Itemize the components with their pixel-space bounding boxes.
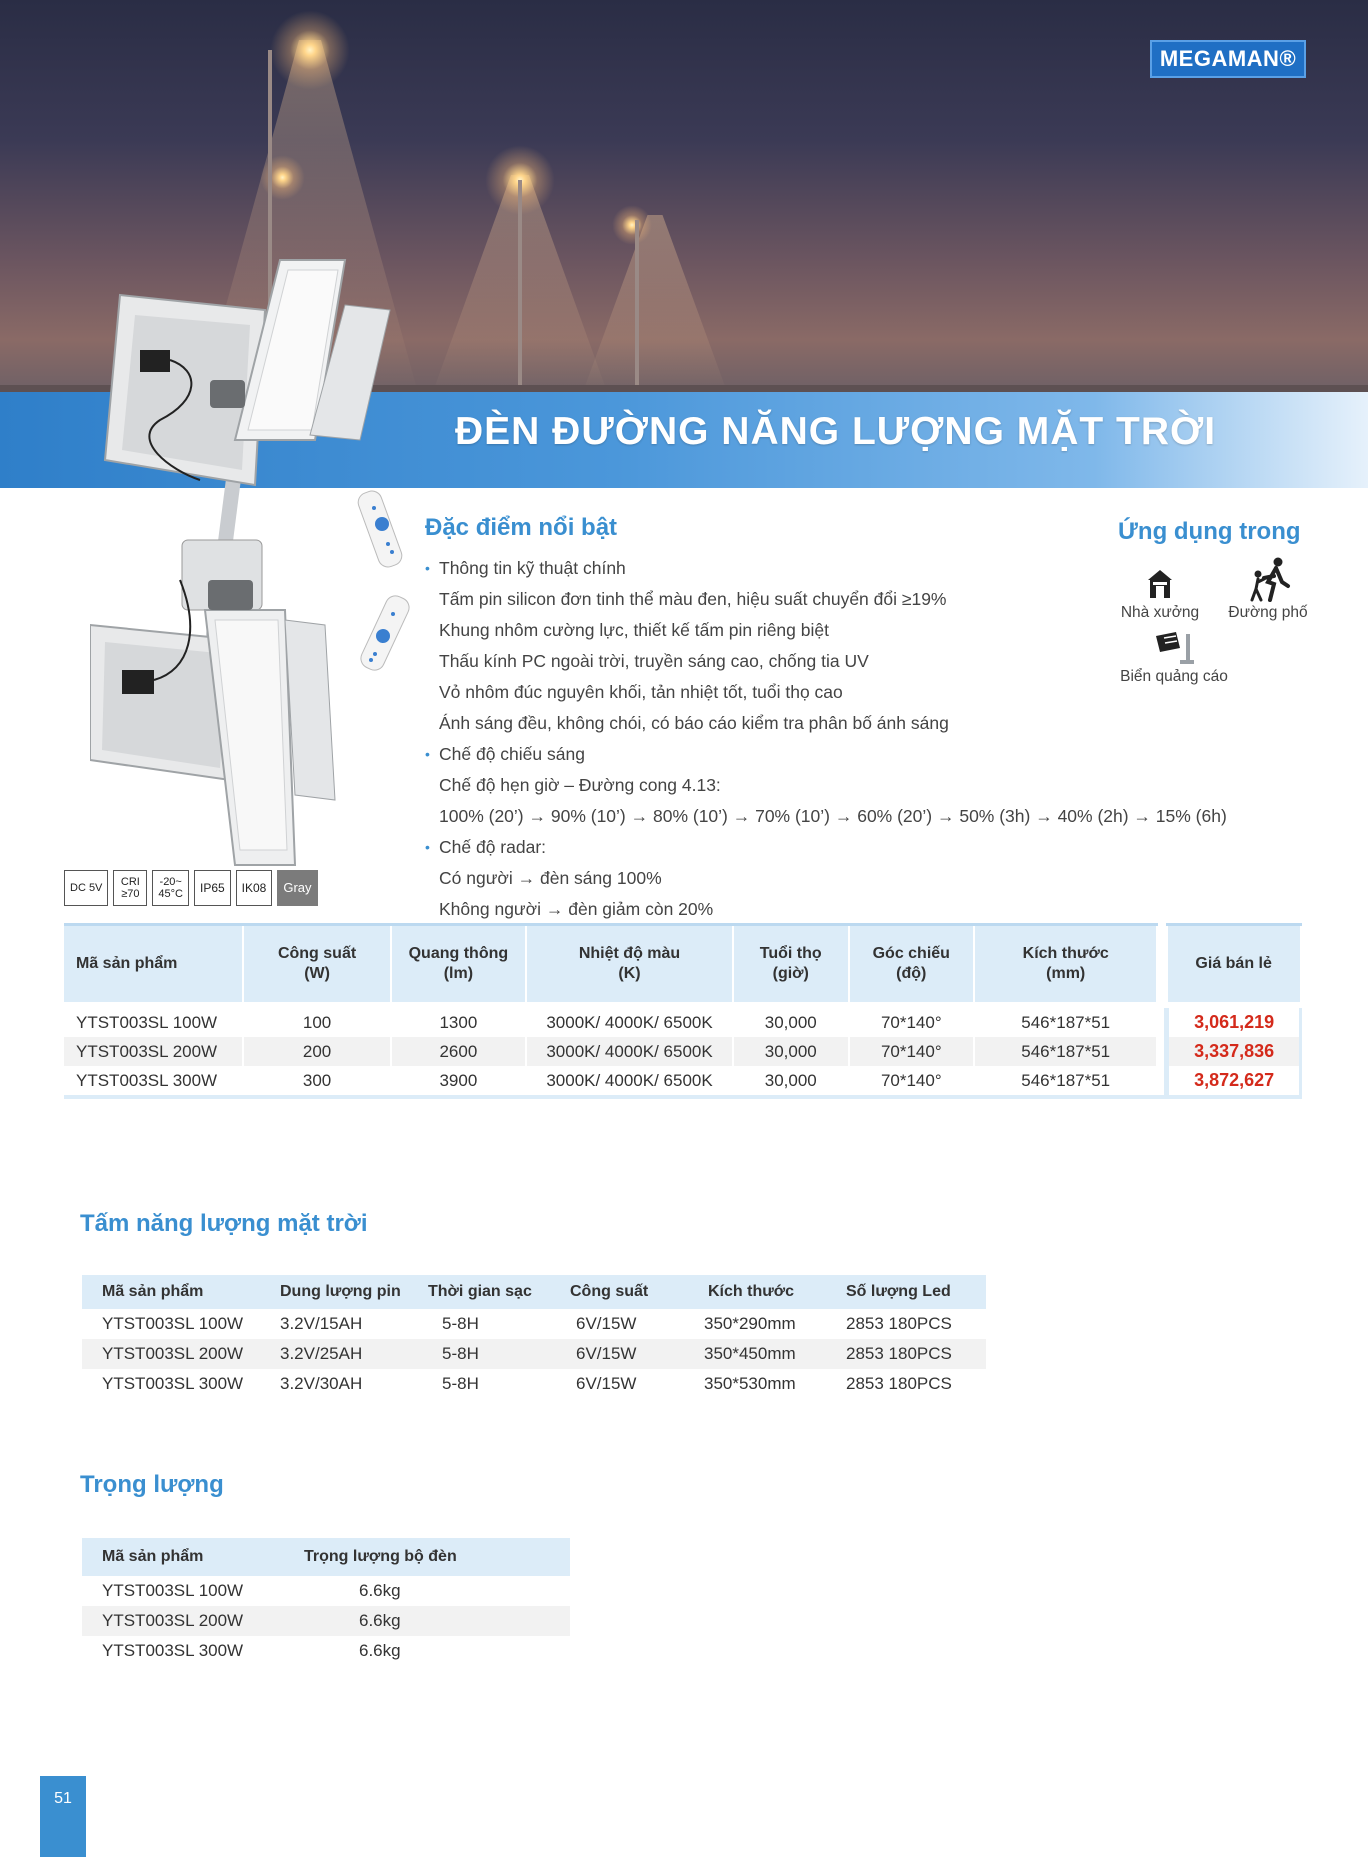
- remote-control-icon: [355, 592, 415, 674]
- table-cell: 3000K/ 4000K/ 6500K: [526, 1066, 733, 1097]
- table-row: [64, 1066, 1301, 1097]
- col-header-code: Mã sản phẩm: [64, 925, 243, 1006]
- solar-panel-table: [82, 1275, 986, 1399]
- table-row: [82, 1576, 570, 1606]
- col-header-lumen: Quang thông (lm): [391, 925, 526, 1006]
- table-cell: 2600: [391, 1037, 526, 1066]
- feature-line: Ánh sáng đều, không chói, có báo cáo kiểm tra phân bố ánh sáng: [439, 713, 949, 733]
- table-cell: 2853 180PCS: [826, 1369, 986, 1399]
- col-header-weight: Trọng lượng bộ đèn: [282, 1538, 570, 1576]
- table-cell: 3000K/ 4000K/ 6500K: [526, 1005, 733, 1037]
- dc-voltage-badge: DC 5V: [64, 870, 108, 906]
- table-cell: 100: [243, 1005, 390, 1037]
- table-cell: YTST003SL 200W: [82, 1606, 282, 1636]
- col-header-price: Giá bán lẻ: [1167, 925, 1301, 1006]
- solar-panel-heading: Tấm năng lượng mặt trời: [80, 1210, 368, 1237]
- col-header-dimension: Kích thước (mm): [974, 925, 1157, 1006]
- table-cell: YTST003SL 300W: [82, 1636, 282, 1666]
- table-cell: 3.2V/30AH: [260, 1369, 408, 1399]
- application-street: Đường phố: [1228, 556, 1308, 622]
- page-number: 51: [40, 1776, 86, 1857]
- table-cell: 3.2V/25AH: [260, 1339, 408, 1369]
- table-cell: 546*187*51: [974, 1037, 1157, 1066]
- col-header-beam-angle: Góc chiếu (độ): [849, 925, 975, 1006]
- table-cell: 2853 180PCS: [826, 1339, 986, 1369]
- table-cell: 350*450mm: [688, 1339, 826, 1369]
- table-row: [82, 1369, 986, 1399]
- col-header-code: Mã sản phẩm: [82, 1538, 282, 1576]
- table-cell: 300: [243, 1066, 390, 1097]
- table-cell: 6.6kg: [282, 1606, 570, 1636]
- applications-heading: Ứng dụng trong: [1118, 518, 1301, 545]
- table-cell: 6V/15W: [550, 1339, 688, 1369]
- application-billboard: Biển quảng cáo: [1114, 630, 1234, 686]
- weight-heading: Trọng lượng: [80, 1471, 224, 1498]
- table-cell: YTST003SL 200W: [82, 1339, 260, 1369]
- table-row: [82, 1636, 570, 1666]
- table-cell: 30,000: [733, 1037, 849, 1066]
- feature-line: Chế độ hẹn giờ – Đường cong 4.13:: [439, 775, 721, 795]
- table-cell: 6.6kg: [282, 1636, 570, 1666]
- col-header-code: Mã sản phẩm: [82, 1275, 260, 1309]
- remote-control-icon: [350, 488, 410, 570]
- table-cell: 350*530mm: [688, 1369, 826, 1399]
- table-row: [82, 1309, 986, 1339]
- table-cell: 546*187*51: [974, 1005, 1157, 1037]
- feature-line: • Thông tin kỹ thuật chính: [425, 553, 1305, 584]
- table-cell: 70*140°: [849, 1066, 975, 1097]
- feature-line: • Chế độ radar:: [425, 832, 1305, 863]
- table-cell: YTST003SL 300W: [64, 1066, 243, 1097]
- table-cell: 5-8H: [408, 1309, 550, 1339]
- feature-line: Khung nhôm cường lực, thiết kế tấm pin riêng biệt: [439, 620, 829, 640]
- feature-line: • Chế độ chiếu sáng: [425, 739, 1305, 770]
- temperature-badge: -20~ 45°C: [152, 870, 189, 906]
- table-cell: 2853 180PCS: [826, 1309, 986, 1339]
- col-header-power: Công suất (W): [243, 925, 390, 1006]
- table-cell: 70*140°: [849, 1037, 975, 1066]
- features-heading: Đặc điểm nổi bật: [425, 514, 618, 541]
- table-cell: 30,000: [733, 1005, 849, 1037]
- table-cell: 6V/15W: [550, 1369, 688, 1399]
- table-cell: 5-8H: [408, 1339, 550, 1369]
- spec-badges: [64, 870, 318, 906]
- table-cell: 3000K/ 4000K/ 6500K: [526, 1037, 733, 1066]
- cri-badge: CRI ≥70: [113, 870, 147, 906]
- feature-line: Tấm pin silicon đơn tinh thể màu đen, hiệu suất chuyển đổi ≥19%: [439, 589, 947, 609]
- col-header-cct: Nhiệt độ màu (K): [526, 925, 733, 1006]
- price-cell: 3,872,627: [1167, 1066, 1301, 1097]
- feature-line: Vỏ nhôm đúc nguyên khối, tản nhiệt tốt, tuổi thọ cao: [439, 682, 843, 702]
- table-cell: 70*140°: [849, 1005, 975, 1037]
- product-spec-table: [64, 923, 1302, 1099]
- col-header-led-count: Số lượng Led: [826, 1275, 986, 1309]
- table-row: [64, 1005, 1301, 1037]
- feature-line: Thấu kính PC ngoài trời, truyền sáng cao, chống tia UV: [439, 651, 869, 671]
- table-cell: 350*290mm: [688, 1309, 826, 1339]
- table-cell: 200: [243, 1037, 390, 1066]
- col-header-dimension: Kích thước: [688, 1275, 826, 1309]
- table-cell: 6V/15W: [550, 1309, 688, 1339]
- table-cell: YTST003SL 300W: [82, 1369, 260, 1399]
- table-cell: 1300: [391, 1005, 526, 1037]
- factory-icon: [1144, 566, 1176, 602]
- table-cell: YTST003SL 100W: [64, 1005, 243, 1037]
- feature-line: Không người → đèn giảm còn 20%: [439, 899, 714, 919]
- col-header-battery: Dung lượng pin: [260, 1275, 408, 1309]
- megaman-logo: MEGAMAN®: [1150, 40, 1306, 78]
- table-cell: 5-8H: [408, 1369, 550, 1399]
- col-header-power: Công suất: [550, 1275, 688, 1309]
- feature-line: Có người → đèn sáng 100%: [439, 868, 662, 888]
- pedestrians-icon: [1244, 556, 1292, 602]
- table-cell: YTST003SL 100W: [82, 1309, 260, 1339]
- ip-rating-badge: IP65: [194, 870, 231, 906]
- table-row: [82, 1339, 986, 1369]
- price-cell: 3,337,836: [1167, 1037, 1301, 1066]
- col-header-lifetime: Tuổi thọ (giờ): [733, 925, 849, 1006]
- table-cell: 6.6kg: [282, 1576, 570, 1606]
- table-cell: YTST003SL 100W: [82, 1576, 282, 1606]
- billboard-icon: [1150, 630, 1198, 666]
- table-cell: 546*187*51: [974, 1066, 1157, 1097]
- table-cell: 3900: [391, 1066, 526, 1097]
- weight-table: [82, 1538, 570, 1666]
- table-cell: 3.2V/15AH: [260, 1309, 408, 1339]
- col-header-charge-time: Thời gian sạc: [408, 1275, 550, 1309]
- table-cell: YTST003SL 200W: [64, 1037, 243, 1066]
- table-row: [82, 1606, 570, 1636]
- table-cell: 30,000: [733, 1066, 849, 1097]
- page-title: ĐÈN ĐƯỜNG NĂNG LƯỢNG MẶT TRỜI: [455, 410, 1217, 453]
- ik-rating-badge: IK08: [236, 870, 273, 906]
- table-row: [64, 1037, 1301, 1066]
- feature-line: 100% (20’) → 90% (10’) → 80% (10’) → 70% (10’) → 60% (20’) → 50% (3h) → 40% (2h) → 15% (6h): [439, 806, 1227, 826]
- color-badge: Gray: [277, 870, 317, 906]
- price-cell: 3,061,219: [1167, 1005, 1301, 1037]
- application-factory: Nhà xưởng: [1120, 566, 1200, 622]
